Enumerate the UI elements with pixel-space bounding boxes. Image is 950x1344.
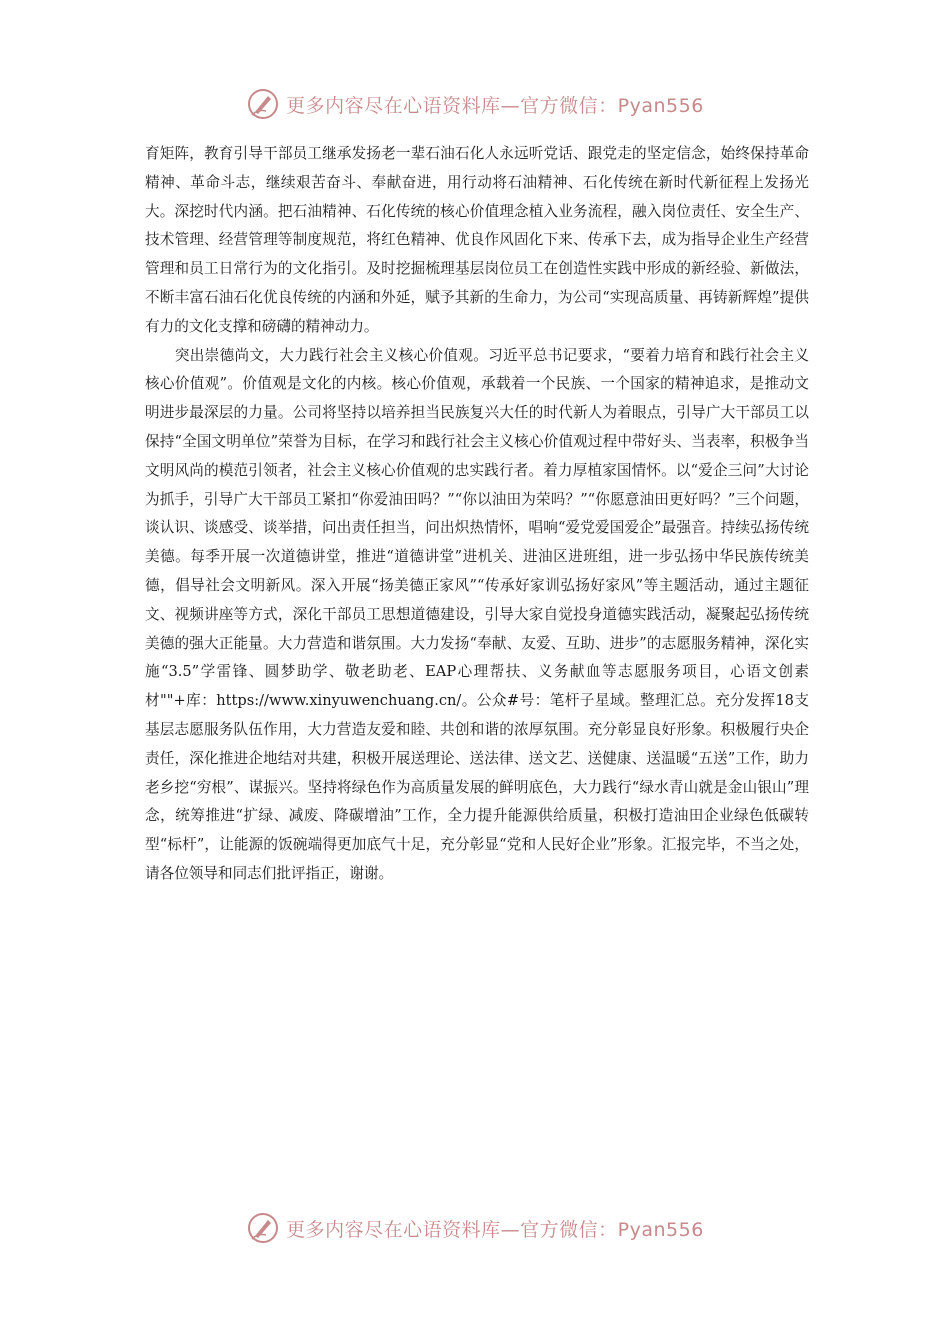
- document-body: [145, 140, 809, 889]
- wechat-id: Pyan556: [617, 1218, 704, 1241]
- banner-text: 更多内容尽在心语资料库—官方微信：Pyan556: [286, 1218, 704, 1241]
- pen-quill-logo-icon: [246, 87, 280, 121]
- paragraph: 突出崇德尚文，大力践行社会主义核心价值观。习近平总书记要求，“要着力培育和践行社会主义核心价值观”。价值观是文化的内核。核心价值观，承载着一个民族、一个国家的精神追求，是推动文明进步最深层的力量。公司将坚持以培养担当民族复兴大任的时代新人为着眼点，引导广大干部员工以保持“全国文明单位”荣誉为目标，在学习和践行社会主义核心价值观过程中带好头、当表率，积极争当文明风尚的模范引领者，社会主义核心价值观的忠实践行者。着力厚植家国情怀。以“爱企三问”大讨论为抓手，引导广大干部员工紧扣“你爱油田吗？”“你以油田为荣吗？”“你愿意油田更好吗？”三个问题，谈认识、谈感受、谈举措，问出责任担当，问出炽热情怀，唱响“爱党爱国爱企”最强音。持续弘扬传统美德。每季开展一次道德讲堂，推进“道德讲堂”进机关、进油区进班组，进一步弘扬中华民族传统美德，倡导社会文明新风。深入开展“扬美德正家风”“传承好家训弘扬好家风”等主题活动，通过主题征文、视频讲座等方式，深化干部员工思想道德建设，引导大家自觉投身道德实践活动，凝聚起弘扬传统美德的强大正能量。大力营造和谐氛围。大力发扬“奉献、友爱、互助、进步”的志愿服务精神，深化实施“3.5”学雷锋、圆梦助学、敬老助老、EAP心理帮扶、义务献血等志愿服务项目，心语文创素材""+库：https://www.xinyuwenchuang.cn/。公众#号：笔杆子星域。整理汇总。充分发挥18支基层志愿服务队伍作用，大力营造友爱和睦、共创和谐的浓厚氛围。充分彰显良好形象。积极履行央企责任，深化推进企地结对共建，积极开展送理论、送法律、送文艺、送健康、送温暖“五送”工作，助力老乡挖“穷根”、谋振兴。坚持将绿色作为高质量发展的鲜明底色，大力践行“绿水青山就是金山银山”理念，统筹推进“扩绿、减废、降碳增油”工作，全力提升能源供给质量，积极打造油田企业绿色低碳转型“标杆”，让能源的饭碗端得更加底气十足，充分彰显“党和人民好企业”形象。汇报完毕，不当之处，请各位领导和同志们批评指正，谢谢。: [145, 346, 809, 882]
- footer-banner: [0, 1208, 950, 1248]
- banner-text: 更多内容尽在心语资料库—官方微信：Pyan556: [286, 94, 704, 117]
- pen-quill-logo-icon: [246, 1211, 280, 1245]
- paragraph: 育矩阵，教育引导干部员工继承发扬老一辈石油石化人永远听党话、跟党走的坚定信念，始终保持革命精神、革命斗志，继续艰苦奋斗、奉献奋进，用行动将石油精神、石化传统在新时代新征程上发扬光大。深挖时代内涵。把石油精神、石化传统的核心价值理念植入业务流程，融入岗位责任、安全生产、技术管理、经营管理等制度规范，将红色精神、优良作风固化下来、传承下去，成为指导企业生产经营管理和员工日常行为的文化指引。及时挖掘梳理基层岗位员工在创造性实践中形成的新经验、新做法，不断丰富石油石化优良传统的内涵和外延，赋予其新的生命力，为公司“实现高质量、再铸新辉煌”提供有力的文化支撑和磅礴的精神动力。: [145, 145, 809, 335]
- wechat-id: Pyan556: [617, 94, 704, 117]
- header-banner: [0, 84, 950, 124]
